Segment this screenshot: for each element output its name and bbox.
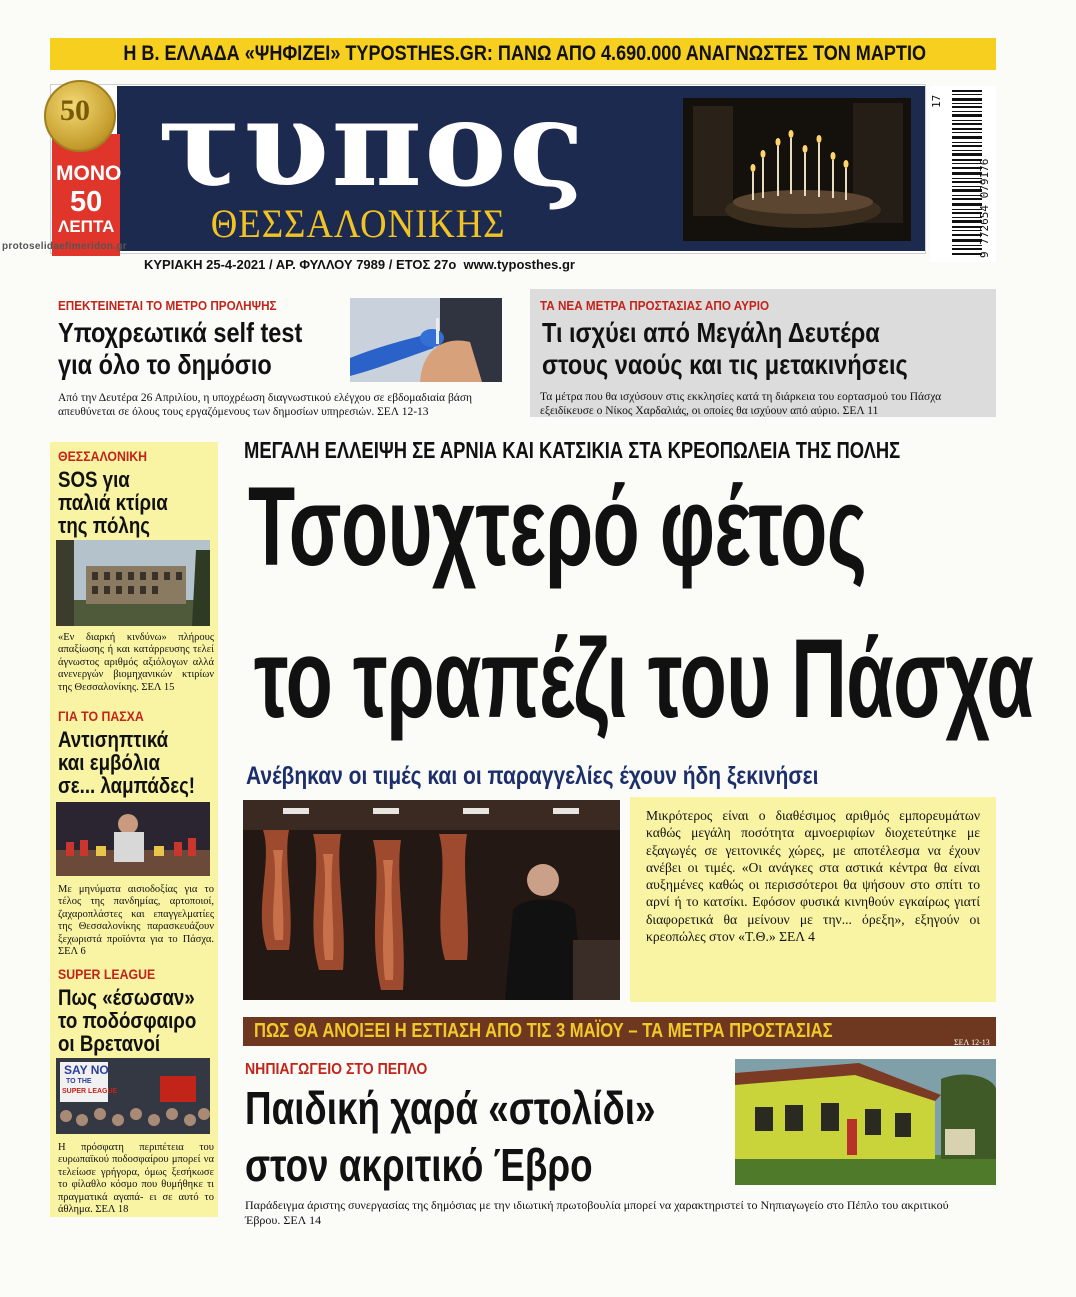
story-body: Από την Δευτέρα 26 Απριλίου, η υποχρέωση διαγνωστικού ελέγχου σε εβδομαδιαία βάση απευθύνεται σε όλους τους εργαζόμενους των δημοσίων υπηρεσιών. ΣΕΛ 12-13 xyxy=(58,392,473,418)
sidebar-body: Η πρόσφατη περιπέτεια του ευρωπαϊκού ποδοσφαίρου μπορεί να τελείωσε γρήγορα, όμως ξεσήκωσε το φίλαθλο κόσμο που θυμήθηκε τι πραγματικά αγαπά- ει σε αυτό το άθλημα. ΣΕΛ 18 xyxy=(58,1142,214,1216)
sidebar-kicker-super-league: SUPER LEAGUE xyxy=(58,966,156,982)
candles-photo xyxy=(683,98,911,241)
sidebar-body: Με μηνύματα αισιοδοξίας για το τέλος της πανδημίας, αρτοποιοί, ζαχαροπλάστες και επαγγελματίες της Θεσσαλονίκης παρασκευάζουν ξεχωριστά προϊόντα για το Πάσχα. ΣΕΛ 6 xyxy=(58,884,214,958)
sidebar-kicker-thessaloniki: ΘΕΣΣΑΛΟΝΙΚΗ xyxy=(58,448,148,464)
shop-illustration xyxy=(56,802,210,876)
protest-sign-line: SAY NO xyxy=(64,1063,109,1077)
source-watermark: protoselidaefimeridon.gr xyxy=(2,241,127,252)
test-illustration xyxy=(350,298,502,382)
sidebar-headline-line[interactable]: οι Βρετανοί xyxy=(58,1031,161,1056)
sidebar-headline-line[interactable]: της πόλης xyxy=(58,513,150,538)
sidebar-headline-line[interactable]: και εμβόλια xyxy=(58,750,160,775)
protest-sign-line: SUPER LEAGUE xyxy=(62,1088,118,1095)
sidebar-headline-line[interactable]: το ποδόσφαιρο xyxy=(58,1008,197,1033)
candles-shop-photo xyxy=(56,802,210,876)
fans-protest-photo xyxy=(56,1058,210,1134)
price-line-1: ΜΟΝΟ xyxy=(56,162,122,185)
price-line-2: 50 xyxy=(70,186,103,218)
story-headline-line-1[interactable]: Τι ισχύει από Μεγάλη Δευτέρα xyxy=(542,317,880,348)
kindergarten-photo xyxy=(735,1059,996,1185)
sidebar-headline-line[interactable]: παλιά κτίρια xyxy=(58,490,168,515)
newspaper-logo-subtitle: ΘΕΣΣΑΛΟΝΙΚΗΣ xyxy=(210,201,506,246)
sidebar-headline-line[interactable]: Πως «έσωσαν» xyxy=(58,985,195,1010)
sidebar-headline-line[interactable]: SOS για xyxy=(58,467,130,492)
top-banner xyxy=(50,38,996,70)
main-story-text-box xyxy=(630,797,996,1002)
issue-date: ΚΥΡΙΑΚΗ 25-4-2021 xyxy=(144,257,266,272)
kindergarten-illustration xyxy=(735,1059,996,1185)
protest-sign-line: TO THE xyxy=(66,1078,92,1085)
story-body: Τα μέτρα που θα ισχύσουν στις εκκλησίες κατά τη διάρκεια του εορτασμού του Πάσχα εξειδίκευσε ο Νίκος Χαρδαλιάς, οι οποίες θα ισχύουν από αύριο. ΣΕΛ 11 xyxy=(540,391,942,417)
nursery-story-body: Παράδειγμα άριστης συνεργασίας της δημόσιας με την ιδιωτική πρωτοβουλία μπορεί να χαρακτηριστεί το Νηπιαγωγείο στο Πέπλο του ακριτικού Έβρου. ΣΕΛ 14 xyxy=(245,1198,949,1227)
dateline xyxy=(144,257,575,272)
nursery-story-kicker: ΝΗΠΙΑΓΩΓΕΙΟ ΣΤΟ ΠΕΠΛΟ xyxy=(245,1061,428,1078)
barcode xyxy=(930,86,996,262)
self-test-photo xyxy=(350,298,502,382)
story-kicker: ΤΑ ΝΕΑ ΜΕΤΡΑ ΠΡΟΣΤΑΣΙΑΣ ΑΠΟ ΑΥΡΙΟ xyxy=(540,298,770,313)
buildings-illustration xyxy=(56,540,210,626)
sidebar-kicker-easter: ΓΙΑ ΤΟ ΠΑΣΧΑ xyxy=(58,708,144,724)
butcher-market-photo xyxy=(243,800,620,1000)
main-headline-line-2[interactable]: το τραπέζι του Πάσχα xyxy=(254,616,1034,741)
story-headline-line-2[interactable]: στους ναούς και τις μετακινήσεις xyxy=(542,349,908,380)
nursery-headline-line-2[interactable]: στον ακριτικό Έβρο xyxy=(245,1139,593,1191)
main-headline-line-1[interactable]: Τσουχτερό φέτος xyxy=(248,464,867,589)
price-line-3: ΛΕΠΤΑ xyxy=(58,217,115,236)
sidebar-headline-line[interactable]: Αντισηπτικά xyxy=(58,727,169,752)
barcode-issue-number: 17 xyxy=(930,94,943,108)
issue-number: / ΑΡ. ΦΥΛΛΟΥ 7989 / ΕΤΟΣ 27ο xyxy=(269,257,457,272)
page-reference: ΣΕΛ 12-13 xyxy=(954,1038,990,1047)
restaurants-reopening-text[interactable]: ΠΩΣ ΘΑ ΑΝΟΙΞΕΙ Η ΕΣΤΙΑΣΗ ΑΠΟ ΤΙΣ 3 ΜΑΪΟΥ – ΤΑ ΜΕΤΡΑ ΠΡΟΣΤΑΣΙΑΣ xyxy=(254,1020,833,1042)
top-banner-text: Η Β. ΕΛΛΑΔΑ «ΨΗΦΙΖΕΙ» TYPOSTHES.GR: ΠΑΝΩ ΑΠΟ 4.690.000 ΑΝΑΓΝΩΣΤΕΣ ΤΟΝ ΜΑΡΤΙΟ xyxy=(123,42,927,65)
main-story-kicker: ΜΕΓΑΛΗ ΕΛΛΕΙΨΗ ΣΕ ΑΡΝΙΑ ΚΑΙ ΚΑΤΣΙΚΙΑ ΣΤΑ ΚΡΕΟΠΩΛΕΙΑ ΤΗΣ ΠΟΛΗΣ xyxy=(244,437,901,463)
story-kicker: ΕΠΕΚΤΕΙΝΕΤΑΙ ΤΟ ΜΕΤΡΟ ΠΡΟΛΗΨΗΣ xyxy=(58,298,277,313)
meat-market-illustration xyxy=(243,800,620,1000)
old-buildings-photo xyxy=(56,540,210,626)
barcode-digits: 9 772654 079176 xyxy=(978,158,991,258)
story-headline-line-1[interactable]: Υποχρεωτικά self test xyxy=(58,317,303,348)
nursery-headline-line-1[interactable]: Παιδική χαρά «στολίδι» xyxy=(245,1082,656,1134)
candles-illustration xyxy=(683,98,911,241)
newspaper-logo[interactable]: τυπος xyxy=(157,74,587,213)
main-story-body: Μικρότερος είναι ο διαθέσιμος αριθμός εμπορευμάτων καθώς μεγάλη ποσότητα αμνοεριφίων διοχετεύτηκε με εξαγωγές σε γειτονικές χώρες, με αποτέλεσμα να έχουν ανέβει οι τιμές. «Οι ανάγκες στα αστικά κέντρα θα είναι αυξημένες καθώς οι περισσότεροι θα ψήσουν στο σπίτι το αρνί ή το κατσίκι. Εφόσον φυσικά κινηθούν εγκαίρως γιατί διαφορετικά θα μείνουν με την... όρεξη», εξηγούν οι κρεοπώλες στον «Τ.Θ.» ΣΕΛ 4 xyxy=(646,808,980,945)
main-subheadline: Ανέβηκαν οι τιμές και οι παραγγελίες έχουν ήδη ξεκινήσει xyxy=(246,762,819,790)
story-headline-line-2[interactable]: για όλο το δημόσιο xyxy=(58,349,272,380)
left-sidebar xyxy=(50,442,218,1217)
sidebar-body: «Εν διαρκή κινδύνω» πλήρους απαξίωσης ή και κατάρρευσης τελεί άγνωστος αριθμός αξιόλογων αλλά ανενεργών βιομηχανικών κτιρίων της Θεσσαλονίκης. ΣΕΛ 15 xyxy=(58,632,214,693)
website-link[interactable]: www.typosthes.gr xyxy=(463,257,575,272)
coin-value: 50 xyxy=(60,94,90,127)
top-story-easter-measures[interactable] xyxy=(530,289,996,417)
sidebar-headline-line[interactable]: σε... λαμπάδες! xyxy=(58,773,196,798)
